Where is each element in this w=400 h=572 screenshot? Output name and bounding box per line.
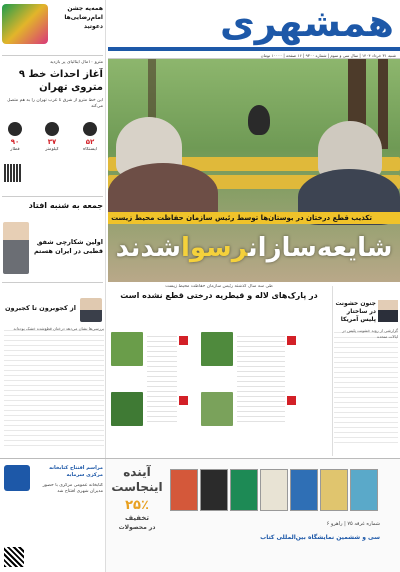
main-story-title[interactable]: در پارک‌های لاله و قیطریه درختی قطع نشده است xyxy=(120,291,318,300)
main-story-kicker: طی سه سال گذشته رئیس سازمان حفاظت محیط زیست xyxy=(165,284,273,289)
right-story-title[interactable]: جنون خشونت در ساختار پلیس آمریکا xyxy=(335,300,376,323)
station-icon xyxy=(45,122,59,136)
story-text-grid xyxy=(237,332,285,426)
edition-line: شنبه ۳۱ خرداد ۱۴۰۴ | سال سی و سوم | شماره ۹۳۰۰ | ۱۶ صفحه | ۱۰۰۰۰ تومان xyxy=(108,52,400,59)
stat3-value: ۹۰ xyxy=(10,138,20,146)
logo-underline xyxy=(108,47,400,51)
ad-fair: سی و ششمین نمایشگاه بین‌المللی کتاب xyxy=(260,534,380,541)
stat3-label: قطار xyxy=(10,147,20,152)
headline-subhead: تکذیب قطع درختان در بوستان‌ها توسط رئیس سازمان حفاظت محیط زیست xyxy=(108,212,400,224)
red-marker xyxy=(179,336,188,345)
stat2-label: کیلومتر xyxy=(45,147,59,152)
interview-title[interactable]: اولین شکارچی شفق قطبی در ایران هستم xyxy=(33,238,103,255)
ad-discount-sub: در محصولات xyxy=(118,524,156,531)
headline-part-a: شایعه‌سازان xyxy=(247,233,393,263)
ad-discount-label: تخفیف xyxy=(125,514,149,522)
divider xyxy=(2,282,103,283)
metro-stats xyxy=(2,122,103,154)
promo-kicker: همه‌یه جشن xyxy=(67,5,103,12)
right-story xyxy=(332,286,400,456)
stat1-value: ۵۲ xyxy=(85,138,95,146)
right-story-body: گزارشی از روند خشونت پلیس در ایالات متحده xyxy=(334,328,398,446)
book-cover xyxy=(350,469,378,511)
tree-trunk xyxy=(378,59,388,149)
photo-park-1 xyxy=(201,332,233,366)
ad-small-title: مراسم افتتاح کتابخانه مرکزی سرمایه xyxy=(49,465,103,478)
promo-title: امام‌رضایی‌ها xyxy=(64,14,103,21)
qr-code[interactable] xyxy=(4,547,24,567)
book-cover xyxy=(200,469,228,511)
promo-box[interactable] xyxy=(0,0,105,48)
ad-small-body: کتابخانه عمومی مرکزی با حضور مدیران شهری افتتاح شد xyxy=(42,483,103,494)
book-cover xyxy=(230,469,258,511)
main-headline[interactable] xyxy=(108,224,400,282)
story-text-grid xyxy=(147,332,177,426)
masthead xyxy=(108,0,400,52)
right-story-photo xyxy=(378,300,398,322)
portrait xyxy=(3,222,29,274)
photo-park-4 xyxy=(111,392,143,426)
ad-main-panel xyxy=(106,459,400,572)
book-cover xyxy=(320,469,348,511)
newspaper-logo: همشهری xyxy=(219,1,394,45)
crow-image xyxy=(248,105,270,135)
headline-part-c: شدند xyxy=(115,233,181,263)
book-cover xyxy=(260,469,288,511)
red-marker xyxy=(287,396,296,405)
book-fair-ad[interactable] xyxy=(0,458,400,572)
ad-title: آینده اینجاست xyxy=(111,465,163,494)
book-cover xyxy=(170,469,198,511)
metro-kicker: مترو ۱۰مال ایتالیای پر بازدید xyxy=(49,60,103,65)
columnist-photo xyxy=(80,298,102,322)
promo-sub: دعوتید xyxy=(83,23,103,30)
metro-body: این خط مترو از شرق تا غرب تهران را به هم متصل می‌کند xyxy=(7,98,103,109)
promo-graphic xyxy=(2,4,48,44)
qr-code[interactable] xyxy=(4,164,22,182)
tree-trunk xyxy=(148,59,156,119)
book-cover xyxy=(290,469,318,511)
column-title[interactable]: از کجوبرون تا کجبرون xyxy=(4,304,76,312)
friday-title[interactable]: جمعه به شنبه افتاد xyxy=(28,201,103,210)
metro-title[interactable]: آغاز احداث خط ۹ متروی تهران xyxy=(18,69,103,93)
left-col-lower xyxy=(0,286,106,456)
stat2-value: ۳۷ xyxy=(47,138,57,146)
ad-address: شماره غرفه ۷۵ | راهرو ۶ xyxy=(326,521,380,527)
divider xyxy=(2,55,103,56)
red-marker xyxy=(179,396,188,405)
red-marker xyxy=(287,336,296,345)
photo-park-3 xyxy=(201,392,233,426)
rail-icon xyxy=(8,122,22,136)
divider xyxy=(2,196,103,197)
photo-park-2 xyxy=(111,332,143,366)
ad-small-panel xyxy=(0,459,106,572)
stat1-label: ایستگاه xyxy=(82,147,98,152)
library-icon xyxy=(4,465,30,491)
main-story xyxy=(107,284,331,456)
train-icon xyxy=(83,122,97,136)
ad-discount: ۲۵٪ xyxy=(125,499,149,513)
column-body: بررسی‌ها نشان می‌دهد درختان قطع‌شده خشک بوده‌اند xyxy=(4,326,104,446)
headline-highlight: رسوا xyxy=(180,233,248,263)
